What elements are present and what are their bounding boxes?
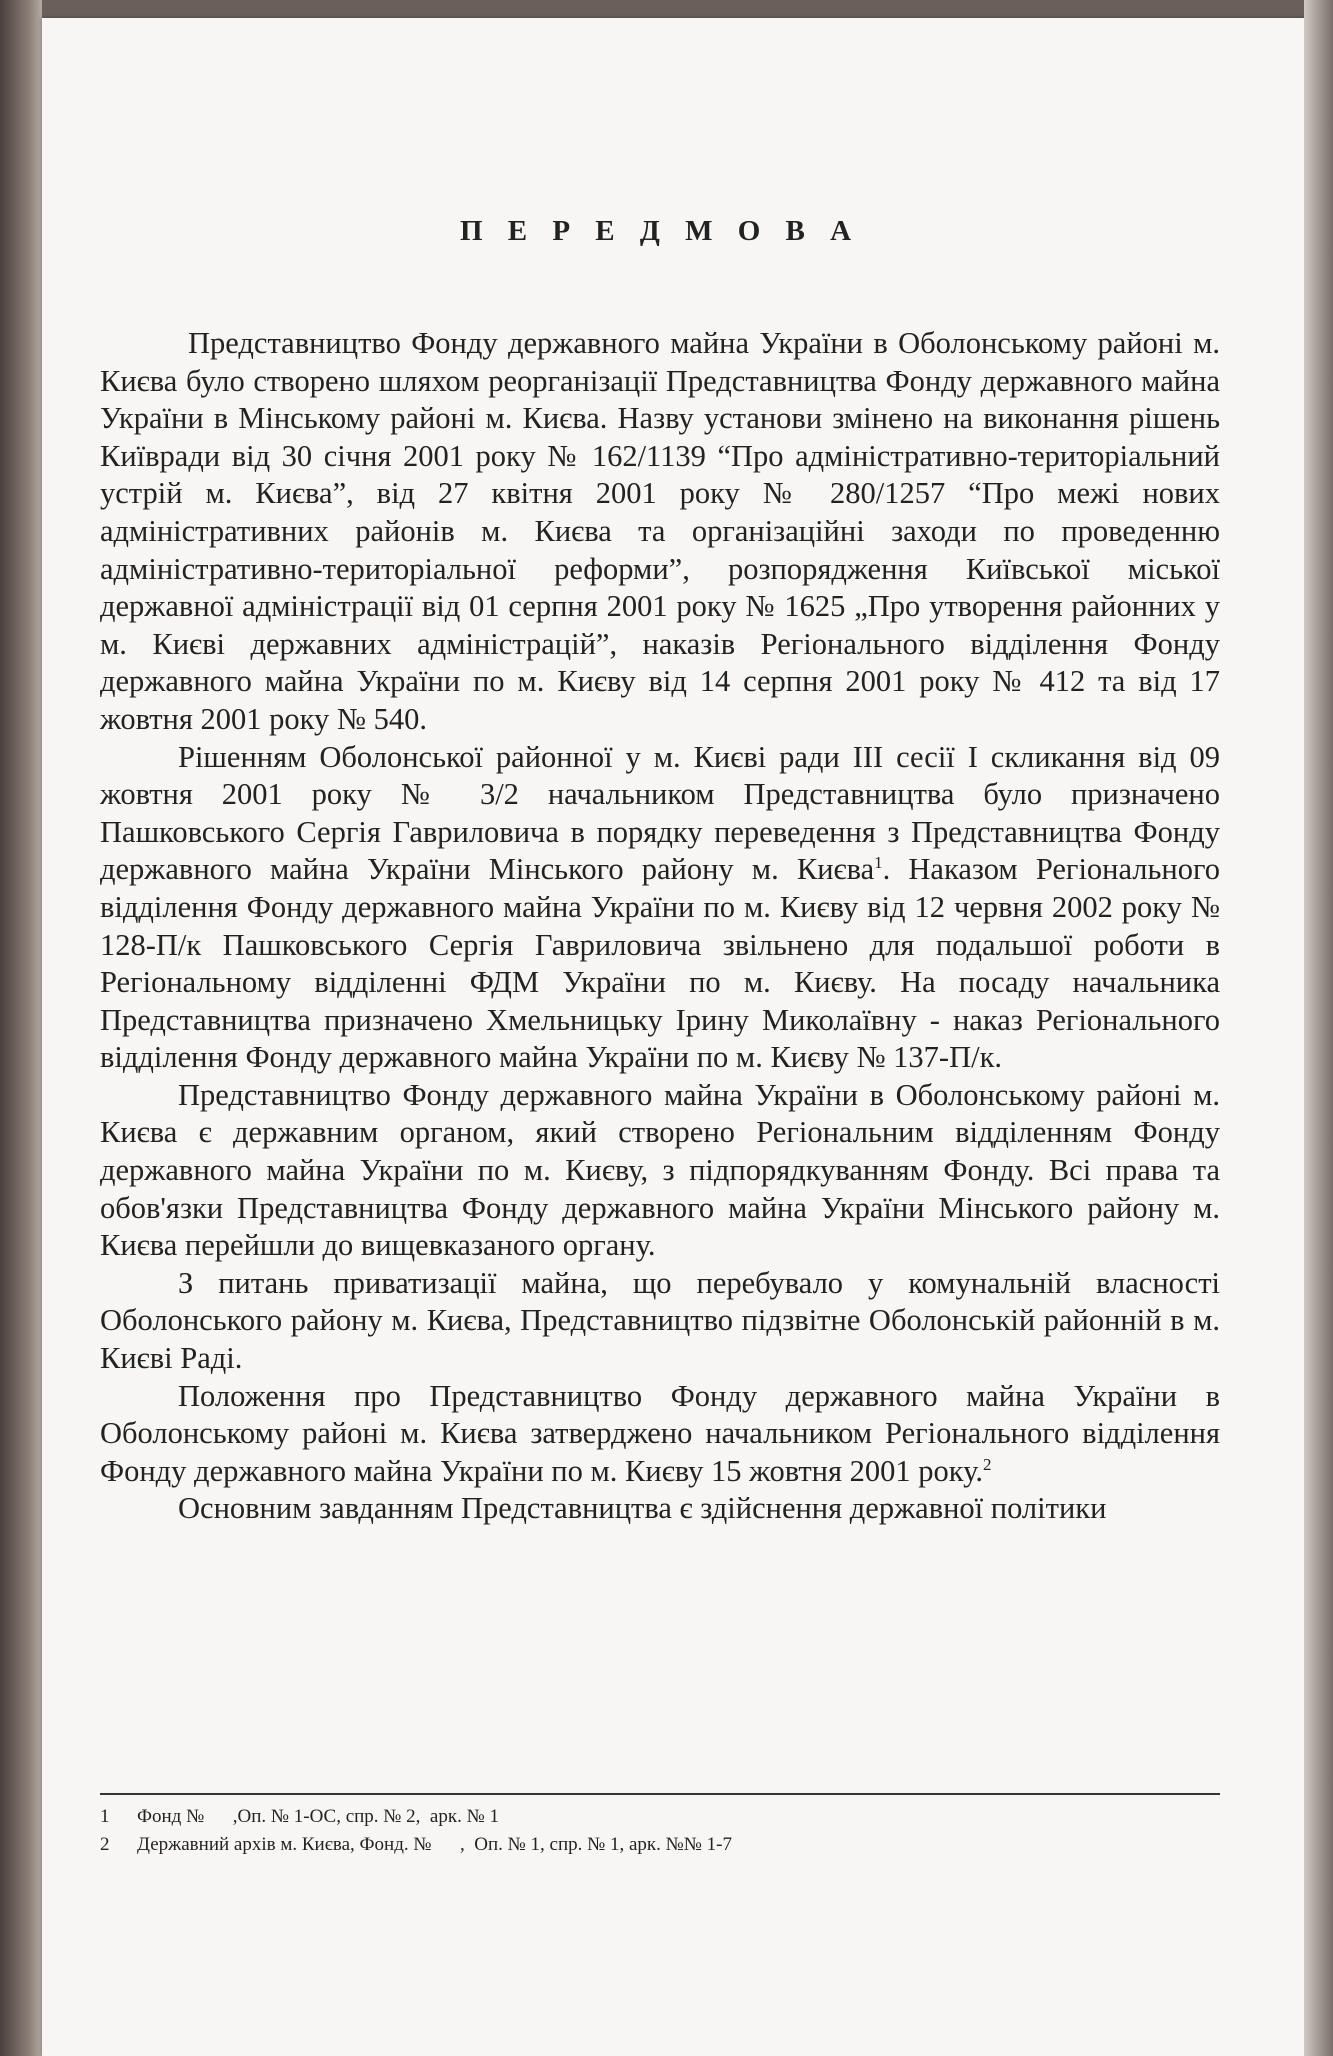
- footnote-1-number: 1: [100, 1806, 110, 1827]
- footnote-2-number: 2: [100, 1834, 110, 1855]
- footnote-ref-2: 2: [982, 1454, 992, 1474]
- footnote-2: [100, 1831, 1220, 1859]
- paragraph-3-text: Представництво Фонду державного майна України в Оболонському районі м. Києва є державним органом, який створено Регіональним відділенням Фонду державного майна України по м. Києву, з підпорядкуванням Фонду. Всі права та обов'язки Представництва Фонду державного майна України Мінського району м. Києва перейшли до вищевказаного органу.: [100, 1077, 1220, 1263]
- footnote-ref-1: 1: [874, 853, 883, 873]
- body-text: [100, 325, 1220, 1528]
- paragraph-6-text: Основним завданням Представництва є здійснення державної політики: [178, 1491, 1107, 1526]
- left-binding-edge: [0, 0, 42, 2056]
- paragraph-2-text: Рішенням Оболонської районної у м. Києві ради III сесії I скликання від 09 жовтня 2001 року № 3/2 начальником Представництва було призначено Пашковського Сергія Гавриловича в порядку переведення з Представництва Фонду державного майна України Мінського району м. Києва: [100, 739, 1220, 887]
- footnote-2-text: Державний архів м. Києва, Фонд. № , Оп. № 1, спр. № 1, арк. №№ 1-7: [137, 1834, 732, 1855]
- right-page-edge: [1304, 0, 1333, 2056]
- paragraph-1: [100, 325, 1220, 739]
- paragraph-3: [100, 1077, 1220, 1265]
- footnotes: [100, 1803, 1220, 1859]
- paragraph-1-text: Представництво Фонду державного майна України в Оболонському районі м. Києва було створено шляхом реорганізації Представництва Фонду державного майна України в Мінському районі м. Києва. Назву установи змінено на виконання рішень Київради від 30 січня 2001 року № 162/1139 “Про адміністративно-територіальний устрій м. Києва”, від 27 квітня 2001 року № 280/1257 “Про межі нових адміністративних районів м. Києва та організаційні заходи по проведенню адміністративно-територіальної реформи”, розпорядження Київської міської державної адміністрації від 01 серпня 2001 року № 1625 „Про утворення районних у м. Києві державних адміністрацій”, наказів Регіонального відділення Фонду державного майна України по м. Києву від 14 серпня 2001 року № 412 та від 17 жовтня 2001 року № 540.: [100, 326, 1220, 736]
- paragraph-5-text: Положення про Представництво Фонду державного майна України в Оболонському районі м. Києва затверджено начальником Регіонального відділення Фонду державного майна України по м. Києву 15 жовтня 2001 року.: [100, 1378, 1220, 1488]
- footnote-divider: [100, 1793, 1220, 1795]
- footnote-1-text: Фонд № ,Оп. № 1-ОС, спр. № 2, арк. № 1: [137, 1806, 499, 1827]
- page-title: П Е Р Е Д М О В А: [459, 215, 861, 247]
- paragraph-4: [100, 1265, 1220, 1378]
- footnote-1: [100, 1803, 1220, 1831]
- paragraph-2: [100, 739, 1220, 1077]
- paragraph-6: [100, 1490, 1220, 1528]
- paragraph-5: [100, 1378, 1220, 1491]
- paragraph-4-text: З питань приватизації майна, що перебувало у комунальній власності Оболонського району м. Києва, Представництво підзвітне Оболонській районній в м. Києві Раді.: [100, 1265, 1220, 1376]
- paragraph-2-text-after: . Наказом Регіонального відділення Фонду державного майна України по м. Києву від 12 червня 2002 року № 128-П/к Пашковського Сергія Гавриловича звільнено для подальшої роботи в Регіональному відділенні ФДМ України по м. Києву. На посаду начальника Представництва призначено Хмельницьку Ірину Миколаївну - наказ Регіонального відділення Фонду державного майна України по м. Києву № 137-П/к.: [100, 852, 1220, 1075]
- document-page: [42, 18, 1304, 2056]
